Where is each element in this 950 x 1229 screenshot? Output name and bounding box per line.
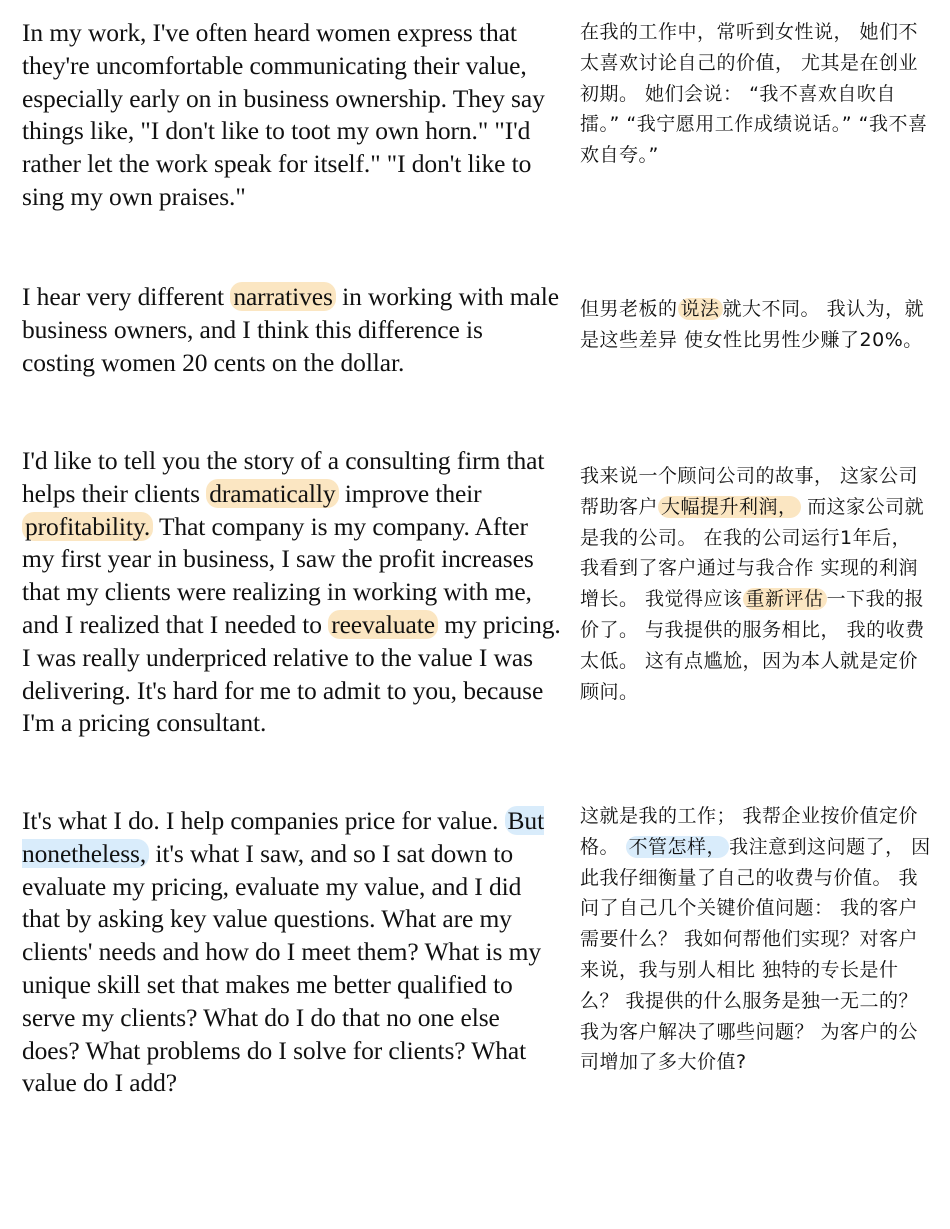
chinese-p4-text-b: 我注意到这问题了， 因此我仔细衡量了自己的收费与价值。 我问了自己几个关键价值问题： 我的客户需要什么？ 我如何帮他们实现？对客户来说，我与别人相比 独特的专长是什么？ 我提供的什么服务是独一无二的？ 我为客户解决了哪些问题？ 为客户的公司增加了多大价值? [580, 835, 931, 1074]
english-p4-text-b: it's what I saw, and so I sat down to evaluate my pricing, evaluate my value, and I did that by asking key value questions. What are my clients' needs and how do I meet them? What is my unique skill set that makes me better qualified to serve my clients? What do I do that no one else does? What problems do I solve for clients? What value do I add? [22, 838, 542, 1098]
chinese-highlight-shuofa: 说法 [678, 298, 723, 320]
chinese-p3-text-c: 一下我的报价了。 与我提供的服务相比， 我的收费太低。 这有点尴尬，因为本人就是定价顾问。 [580, 588, 925, 703]
english-paragraph-3 [22, 445, 562, 740]
chinese-highlight-dafu-tisheng-lirun: 大幅提升利润， [658, 496, 801, 518]
english-p2-text-b: in working with male business owners, and I think this difference is costing women 20 cents on the dollar. [22, 282, 559, 377]
chinese-p2-text-a: 但男老板的 [580, 298, 678, 320]
chinese-paragraph-1: 在我的工作中，常听到女性说， 她们不太喜欢讨论自己的价值， 尤其是在创业初期。 她们会说： “我不喜欢自吹自擂。” “我宁愿用工作成绩说话。” “我不喜欢自夸。” [580, 21, 928, 167]
english-paragraph-2 [22, 281, 562, 379]
chinese-p4-text-a: 这就是我的工作； 我帮企业按价值定价格。 [580, 805, 919, 858]
chinese-paragraph-3 [580, 461, 935, 707]
english-p4-text-a: It's what I do. I help companies price for value. [22, 806, 505, 835]
english-highlight-reevaluate: reevaluate [328, 610, 438, 639]
english-p3-text-a: I'd like to tell you the story of a consulting firm that helps their clients [22, 446, 545, 508]
english-p2-text-a: I hear very different [22, 282, 231, 311]
chinese-p3-text-b: 而这家公司就是我的公司。 在我的公司运行1年后， 我看到了客户通过与我合作 实现的利润增长。 我觉得应该 [580, 495, 925, 611]
english-highlight-but-nonetheless: But nonetheless, [22, 806, 545, 868]
english-highlight-profitability: profitability. [22, 512, 153, 541]
english-paragraph-1: In my work, I've often heard women express that they're uncomfortable communicating their value, especially early on in business ownership. They say things like, "I don't like to toot my own horn." "I'd rather let the work speak for itself." "I don't like to sing my own praises." [22, 18, 545, 211]
english-highlight-dramatically: dramatically [206, 479, 338, 508]
chinese-highlight-chongxin-pinggu: 重新评估 [743, 588, 827, 610]
chinese-paragraph-4 [580, 801, 935, 1078]
english-paragraph-4 [22, 805, 562, 1100]
chinese-p3-text-a: 我来说一个顾问公司的故事， 这家公司帮助客户 [580, 465, 919, 518]
chinese-highlight-buguan-zenyang: 不管怎样， [626, 836, 730, 858]
english-p3-text-d: my pricing. I was really underpriced relative to the value I was delivering. It's hard for me to admit to you, because I'm a pricing consultant. [22, 609, 561, 738]
chinese-paragraph-2 [580, 294, 935, 356]
english-p3-text-b: improve their [338, 478, 482, 508]
english-p3-text-c: That company is my company. After my first year in business, I saw the profit increases that my clients were realizing in working with me, and I realized that I needed to [22, 511, 534, 639]
english-highlight-narratives: narratives [230, 282, 336, 311]
chinese-p2-text-b: 就大不同。 我认为，就是这些差异 使女性比男性少赚了20%。 [580, 298, 925, 351]
